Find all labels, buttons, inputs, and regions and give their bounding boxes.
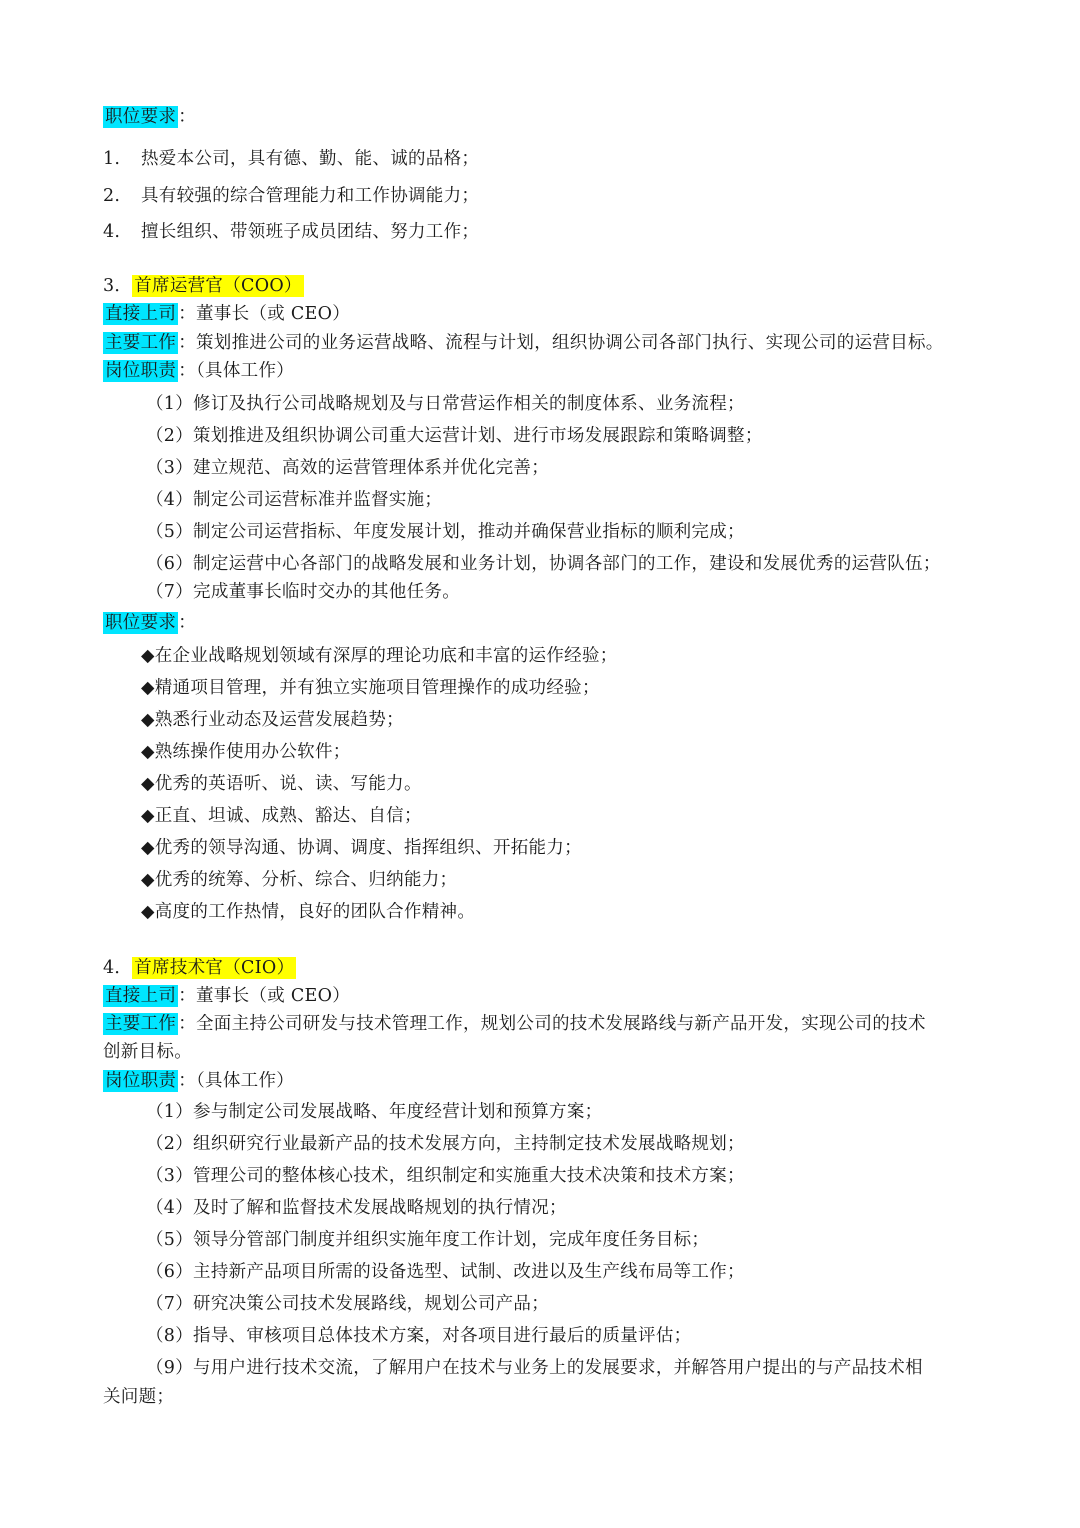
coo-duty-item: （7）完成董事长临时交办的其他任务。 <box>146 582 461 602</box>
section1-requirements-heading: 职位要求 ： <box>105 107 197 127</box>
coo-supervisor: 直接上司 ：董事长（或 CEO） <box>105 304 351 324</box>
coo-requirements-heading: 职位要求 ： <box>105 613 197 633</box>
coo-requirement-item: ◆优秀的英语听、说、读、写能力。 <box>141 774 422 794</box>
coo-duty-item: （6）制定运营中心各部门的战略发展和业务计划，协调各部门的工作，建设和发展优秀的运营队伍； <box>146 554 941 574</box>
list-item: 2. 具有较强的综合管理能力和工作协调能力； <box>103 186 480 206</box>
coo-requirement-item: ◆正直、坦诚、成熟、豁达、自信； <box>141 806 422 826</box>
list-item: 4. 擅长组织、带领班子成员团结、努力工作； <box>103 222 480 242</box>
coo-section-title: 3． 首席运营官（COO） <box>103 276 302 296</box>
cio-duty-item: （4）及时了解和监督技术发展战略规划的执行情况； <box>146 1198 567 1218</box>
coo-requirement-item: ◆精通项目管理，并有独立实施项目管理操作的成功经验； <box>141 678 600 698</box>
coo-duty-item: （5）制定公司运营指标、年度发展计划，推动并确保营业指标的顺利完成； <box>146 522 745 542</box>
cio-supervisor: 直接上司 ：董事长（或 CEO） <box>105 986 351 1006</box>
coo-duty-heading: 岗位职责 ：（具体工作） <box>105 361 295 381</box>
coo-duty-item: （2）策划推进及组织协调公司重大运营计划、进行市场发展跟踪和策略调整； <box>146 426 763 446</box>
coo-requirement-item: ◆优秀的统筹、分析、综合、归纳能力； <box>141 870 458 890</box>
coo-requirement-item: ◆优秀的领导沟通、协调、调度、指挥组织、开拓能力； <box>141 838 582 858</box>
cio-duty-item: （1）参与制定公司发展战略、年度经营计划和预算方案； <box>146 1102 603 1122</box>
cio-duty-heading: 岗位职责 ：（具体工作） <box>105 1071 295 1091</box>
cio-main-work: 主要工作 ：全面主持公司研发与技术管理工作，规划公司的技术发展路线与新产品开发，实现公司的技术 <box>105 1014 926 1034</box>
coo-duty-item: （3）建立规范、高效的运营管理体系并优化完善； <box>146 458 550 478</box>
cio-duty-item: （9）与用户进行技术交流，了解用户在技术与业务上的发展要求，并解答用户提出的与产品技术相 <box>146 1358 923 1378</box>
cio-title: 首席技术官（CIO） <box>134 958 295 978</box>
coo-requirement-item: ◆熟练操作使用办公软件； <box>141 742 351 762</box>
coo-main-work: 主要工作 ：策划推进公司的业务运营战略、流程与计划，组织协调公司各部门执行、实现公司的运营目标。 <box>105 333 944 353</box>
cio-duty-item: （8）指导、审核项目总体技术方案，对各项目进行最后的质量评估； <box>146 1326 692 1346</box>
cio-duty-item: （6）主持新产品项目所需的设备选型、试制、改进以及生产线布局等工作； <box>146 1262 745 1282</box>
cio-main-work-continued: 创新目标。 <box>103 1042 192 1062</box>
list-item: 1. 热爱本公司，具有德、勤、能、诚的品格； <box>103 149 480 169</box>
coo-requirement-item: ◆在企业战略规划领域有深厚的理论功底和丰富的运作经验； <box>141 646 618 666</box>
cio-duty-item: （3）管理公司的整体核心技术，组织制定和实施重大技术决策和技术方案； <box>146 1166 745 1186</box>
cio-duty-item-continued: 关问题； <box>103 1387 175 1407</box>
cio-duty-item: （2）组织研究行业最新产品的技术发展方向，主持制定技术发展战略规划； <box>146 1134 745 1154</box>
cio-duty-item: （7）研究决策公司技术发展路线，规划公司产品； <box>146 1294 550 1314</box>
coo-duty-item: （1）修订及执行公司战略规划及与日常营运作相关的制度体系、业务流程； <box>146 394 745 414</box>
cio-duty-item: （5）领导分管部门制度并组织实施年度工作计划，完成年度任务目标； <box>146 1230 710 1250</box>
coo-requirement-item: ◆熟悉行业动态及运营发展趋势； <box>141 710 404 730</box>
coo-requirement-item: ◆高度的工作热情，良好的团队合作精神。 <box>141 902 476 922</box>
requirements-label: 职位要求 <box>105 107 177 127</box>
coo-duty-item: （4）制定公司运营标准并监督实施； <box>146 490 443 510</box>
cio-section-title: 4． 首席技术官（CIO） <box>103 958 295 978</box>
coo-title: 首席运营官（COO） <box>134 276 302 296</box>
